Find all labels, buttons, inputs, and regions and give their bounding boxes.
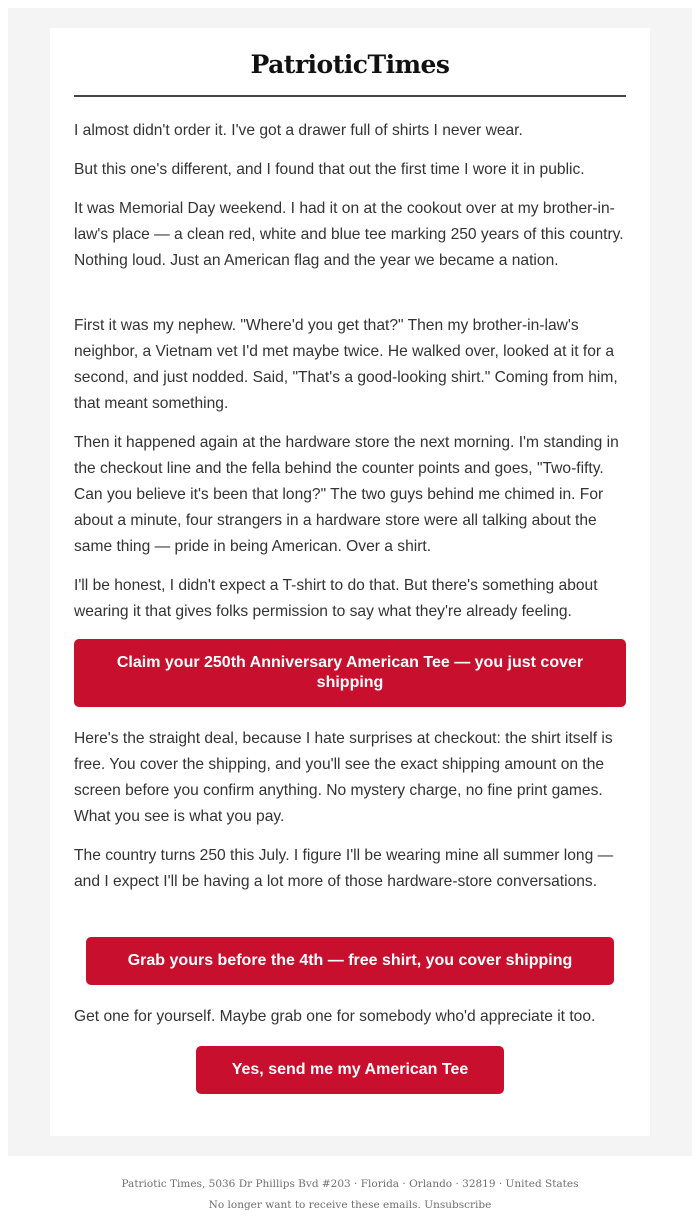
- header-divider: [74, 95, 626, 97]
- unsubscribe-text: No longer want to receive these emails.: [208, 1199, 421, 1211]
- paragraph: I'll be honest, I didn't expect a T-shirt to do that. But there's something about wearing it that gives folks permission to say what they're already feeling.: [74, 577, 598, 620]
- paragraph: But this one's different, and I found that out the first time I wore it in public.: [74, 161, 585, 178]
- unsubscribe-link[interactable]: Unsubscribe: [424, 1199, 492, 1211]
- paragraph: Here's the straight deal, because I hate surprises at checkout: the shirt itself is free. You cover the shipping, and you'll see the exact shipping amount on the screen before you confirm anything. No mystery charge, no fine print games. What you see is what you pay.: [74, 730, 613, 825]
- paragraph: I almost didn't order it. I've got a drawer full of shirts I never wear.: [74, 122, 523, 139]
- footer-unsubscribe-line: [0, 1197, 700, 1213]
- email-card: [50, 28, 650, 1136]
- paragraph: Then it happened again at the hardware store the next morning. I'm standing in the checkout line and the fella behind the counter points and goes, "Two-fifty. Can you believe it's been that long?" The two guys behind me chimed in. For about a minute, four strangers in a hardware store were all talking about the same thing — pride in being American. Over a shirt.: [74, 434, 619, 555]
- paragraph: The country turns 250 this July. I figure I'll be wearing mine all summer long — and I expect I'll be having a lot more of those hardware-store conversations.: [74, 847, 614, 890]
- footer-address: Patriotic Times, 5036 Dr Phillips Bvd #203 · Florida · Orlando · 32819 · United States: [121, 1178, 579, 1190]
- paragraph: Get one for yourself. Maybe grab one for somebody who'd appreciate it too.: [74, 1008, 596, 1025]
- claim-tee-button[interactable]: Claim your 250th Anniversary American Tee — you just cover shipping: [74, 639, 626, 707]
- send-tee-button[interactable]: Yes, send me my American Tee: [196, 1046, 504, 1094]
- email-background: [8, 8, 692, 1156]
- paragraph: It was Memorial Day weekend. I had it on at the cookout over at my brother-in-law's place — a clean red, white and blue tee marking 250 years of this country. Nothing loud. Just an American flag and the year we became a nation.: [74, 200, 624, 269]
- brand-logo: PatrioticTimes: [250, 50, 450, 79]
- grab-before-4th-button[interactable]: Grab yours before the 4th — free shirt, you cover shipping: [86, 937, 614, 985]
- paragraph: First it was my nephew. "Where'd you get that?" Then my brother-in-law's neighbor, a Vietnam vet I'd met maybe twice. He walked over, looked at it for a second, and just nodded. Said, "That's a good-looking shirt." Coming from him, that meant something.: [74, 317, 618, 412]
